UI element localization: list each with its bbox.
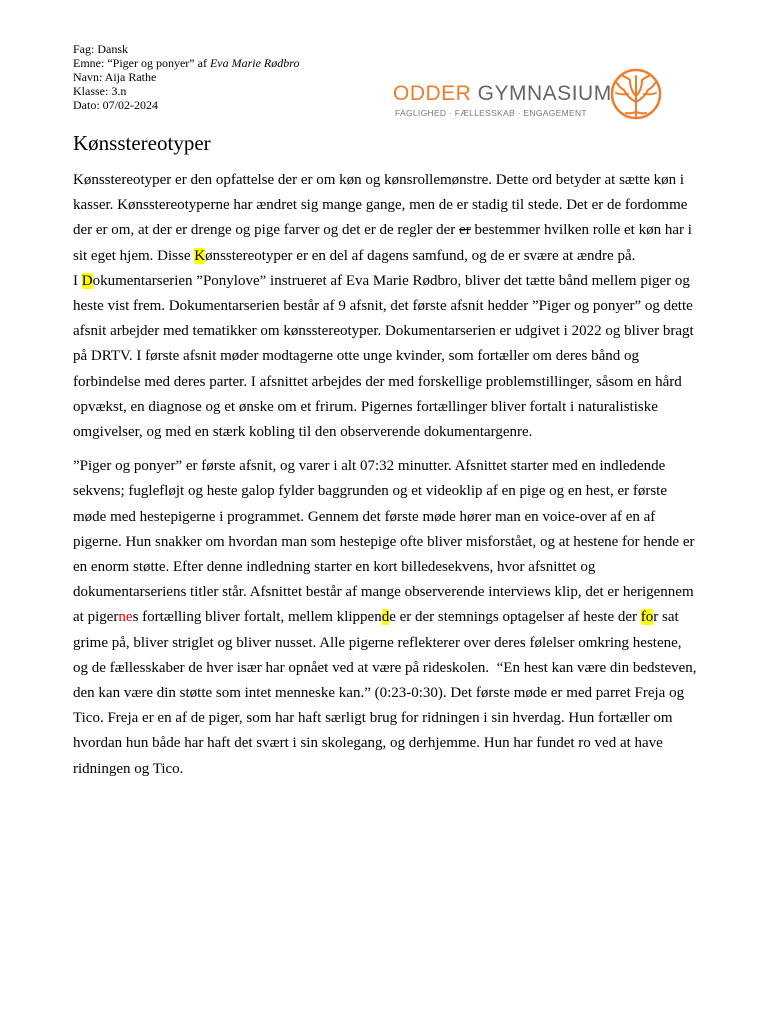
p1-text-a: Kønsstereotyper er den opfattelse der er om køn og kønsrollemønstre. Dette ord betyder at sætte køn i kasser. Kønsstereotyperne har ændret sig mange gange, men de er stadig til stede. Det er de fordomme der er om, at der er drenge og pige farver og det er de regler der xyxy=(73,172,688,239)
logo-tagline: FAGLIGHED · FÆLLESSKAB · ENGAGEMENT xyxy=(395,108,587,118)
logo-name-second: GYMNASIUM xyxy=(471,82,612,105)
p3-highlight-1: d xyxy=(381,609,390,626)
paragraph-3 xyxy=(73,454,698,782)
p1-struck-word: er xyxy=(459,222,471,239)
p1-highlight: K xyxy=(194,247,206,264)
document-header xyxy=(73,42,300,112)
p1-text-c: ønsstereotyper er en del af dagens samfund, og de er svære at ændre på. xyxy=(205,247,636,264)
topic-prefix: Emne: “Piger og ponyer” af xyxy=(73,56,210,70)
p3-text-c: e er der stemnings optagelser af heste der xyxy=(389,609,641,626)
p3-red-text: ne xyxy=(118,609,133,626)
topic-author: Eva Marie Rødbro xyxy=(209,56,300,70)
p3-text-d: r sat grime på, bliver striglet og bliver nusset. Alle pigerne reflekterer over deres følelser omkring hestene, og de fællesskaber de hver især har opnået ved at være på rideskolen. “En hest kan være din bedsteven, den kan være din støtte som intet menneske kan.” (0:23-0:30). Det første møde er med parret Freja og Tico. Freja er en af de piger, som har haft særligt brug for ridningen i sin hverdag. Hun fortæller om hvordan hun både har haft det svært i sin skolegang, og derhjemme. Hun har fundet ro ved at have ridningen og Tico. xyxy=(73,609,697,777)
date-line: Dato: 07/02-2024 xyxy=(73,98,158,112)
p3-highlight-2: fo xyxy=(640,609,654,626)
name-line: Navn: Aija Rathe xyxy=(73,70,157,84)
school-logo xyxy=(393,68,673,123)
subject-line: Fag: Dansk xyxy=(73,42,128,56)
class-line: Klasse: 3.n xyxy=(73,84,127,98)
tree-logo-icon xyxy=(610,68,662,120)
document-title: Kønsstereotyper xyxy=(73,131,211,155)
p3-text-b: s fortælling bliver fortalt, mellem klippen xyxy=(132,609,382,626)
p2-text-a: I xyxy=(73,272,82,289)
logo-wordmark xyxy=(393,82,612,106)
document-body xyxy=(73,168,698,782)
logo-name-first: ODDER xyxy=(393,82,472,105)
p2-text-b: okumentarserien ”Ponylove” instrueret af Eva Marie Rødbro, bliver det tætte bånd mellem piger og heste vist frem. Dokumentarserien består af 9 afsnit, det første afsnit hedder ”Piger og ponyer” og dette afsnit arbejder med tematikker om kønsstereotyper. Dokumentarserien er udgivet i 2022 og bliver bragt på DRTV. I første afsnit møder modtagerne otte unge kvinder, som fortæller om deres bånd og forbindelse med deres parter. I afsnittet arbejdes der med forskellige problemstillinger, såsom en hård opvækst, en diagnose og et ønske om et frirum. Pigernes fortællinger bliver fortalt i naturalistiske omgivelser, og med en stærk kobling til den observerende dokumentargenre. xyxy=(73,272,694,441)
paragraph-2 xyxy=(73,269,698,445)
p1-text-b: bestemmer hvilken rolle et køn har i sit eget hjem. Disse xyxy=(73,222,692,264)
paragraph-1 xyxy=(73,168,698,269)
p3-text-a: ”Piger og ponyer” er første afsnit, og varer i alt 07:32 minutter. Afsnittet starter med en indledende sekvens; fuglefløjt og heste galop fylder baggrunden og et videoklip af en pige og en hest, er første møde med hestepigerne i programmet. Gennem det første møde hører man en voice-over af en af pigerne. Hun snakker om hvordan man som hestepige ofte bliver misforstået, og at hestene for hende er en enorm støtte. Efter denne indledning starter en kort billedesekvens, hvor afsnittet og dokumentarseriens titler står. Afsnittet består af mange observerende interviews klip, det er herigennem at piger xyxy=(73,458,695,626)
p2-highlight: D xyxy=(81,272,93,289)
topic-line xyxy=(73,56,300,70)
